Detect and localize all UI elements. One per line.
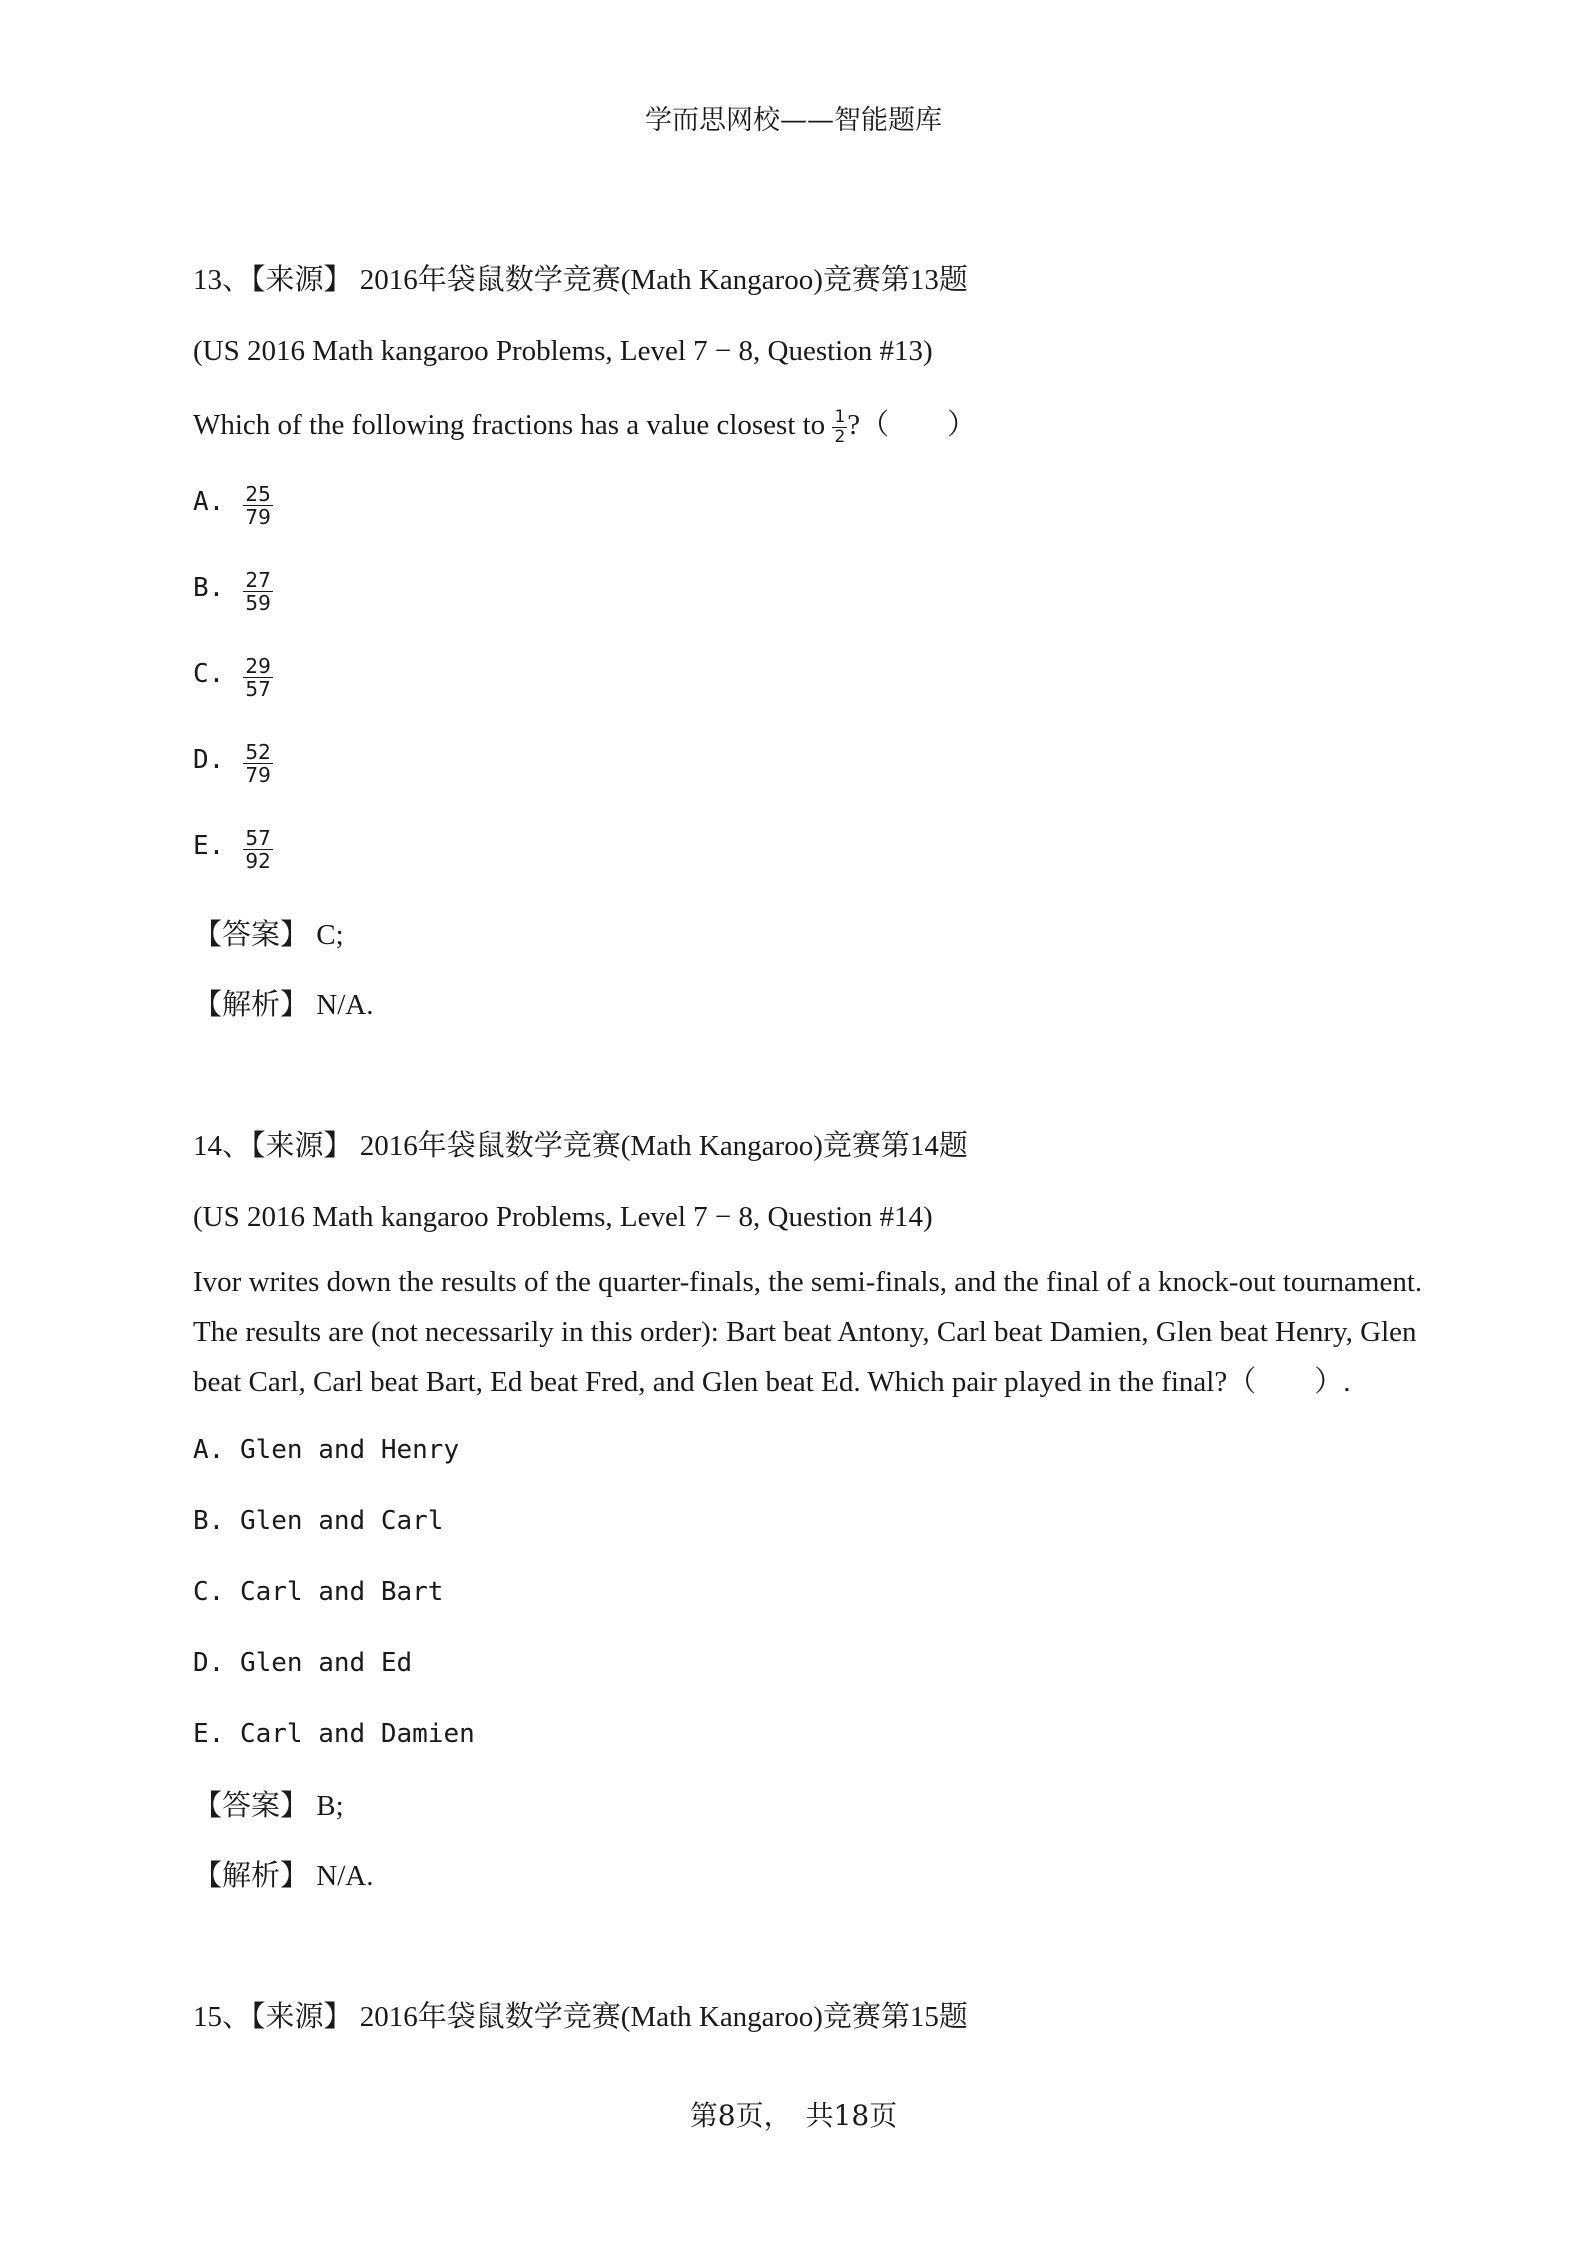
option-letter: D. bbox=[193, 745, 225, 775]
q13-reference-line: (US 2016 Math kangaroo Problems, Level 7 − 8, Question #13) bbox=[193, 335, 933, 367]
q14-source-line: 14、【来源】 2016年袋鼠数学竞赛(Math Kangaroo)竞赛第14题 bbox=[193, 1130, 968, 1162]
q13-option-c[interactable] bbox=[193, 655, 273, 700]
q13-source-line: 13、【来源】 2016年袋鼠数学竞赛(Math Kangaroo)竞赛第13题 bbox=[193, 264, 968, 296]
q14-stem-line-3: beat Carl, Carl beat Bart, Ed beat Fred, and Glen beat Ed. Which pair played in the final?（ ）. bbox=[193, 1366, 1351, 1398]
q13-option-e[interactable] bbox=[193, 827, 273, 872]
q13-option-a[interactable] bbox=[193, 483, 273, 528]
q13-answer: 【答案】 C; bbox=[193, 919, 344, 951]
fraction-denominator: 79 bbox=[245, 505, 271, 529]
q14-option-e[interactable]: E. Carl and Damien bbox=[193, 1719, 475, 1749]
q13-option-d[interactable] bbox=[193, 741, 273, 786]
q14-reference-line: (US 2016 Math kangaroo Problems, Level 7 − 8, Question #14) bbox=[193, 1201, 933, 1233]
q13-stem-fraction bbox=[832, 408, 847, 447]
fraction-numerator: 57 bbox=[245, 826, 271, 850]
fraction-denominator: 79 bbox=[245, 763, 271, 787]
fraction-numerator: 29 bbox=[245, 654, 271, 678]
option-fraction bbox=[243, 483, 272, 528]
q13-stem bbox=[193, 400, 976, 450]
option-fraction bbox=[243, 741, 272, 786]
q14-analysis: 【解析】 N/A. bbox=[193, 1860, 374, 1892]
q13-stem-text: Which of the following fractions has a value closest to bbox=[193, 409, 833, 441]
q14-stem-line-2: The results are (not necessarily in this order): Bart beat Antony, Carl beat Damien, Glen beat Henry, Glen bbox=[193, 1316, 1417, 1348]
page-number-footer: 第8页， 共18页 bbox=[689, 2099, 898, 2132]
q14-option-b[interactable]: B. Glen and Carl bbox=[193, 1506, 444, 1536]
option-letter: A. bbox=[193, 487, 225, 517]
q13-option-b[interactable] bbox=[193, 569, 273, 614]
q15-source-line: 15、【来源】 2016年袋鼠数学竞赛(Math Kangaroo)竞赛第15题 bbox=[193, 2001, 968, 2033]
option-letter: E. bbox=[193, 831, 225, 861]
q13-stem-suffix: ?（ ） bbox=[847, 409, 977, 441]
q14-option-d[interactable]: D. Glen and Ed bbox=[193, 1648, 413, 1678]
page-header-title: 学而思网校——智能题库 bbox=[645, 105, 942, 136]
q14-option-c[interactable]: C. Carl and Bart bbox=[193, 1577, 444, 1607]
option-fraction bbox=[243, 827, 272, 872]
fraction-denominator: 92 bbox=[245, 849, 271, 873]
q14-answer: 【答案】 B; bbox=[193, 1790, 344, 1822]
q14-option-a[interactable]: A. Glen and Henry bbox=[193, 1435, 460, 1465]
fraction-numerator: 27 bbox=[245, 568, 271, 592]
fraction-numerator: 52 bbox=[245, 740, 271, 764]
q14-stem-line-1: Ivor writes down the results of the quarter-finals, the semi-finals, and the final of a knock-out tournament. bbox=[193, 1266, 1423, 1298]
q13-analysis: 【解析】 N/A. bbox=[193, 989, 374, 1021]
fraction-denominator: 59 bbox=[245, 591, 271, 615]
fraction-numerator: 25 bbox=[245, 482, 271, 506]
option-letter: C. bbox=[193, 659, 225, 689]
fraction-denominator: 2 bbox=[834, 426, 846, 447]
option-fraction bbox=[243, 655, 272, 700]
fraction-denominator: 57 bbox=[245, 677, 271, 701]
option-letter: B. bbox=[193, 573, 225, 603]
fraction-numerator: 1 bbox=[834, 406, 846, 427]
option-fraction bbox=[243, 569, 272, 614]
